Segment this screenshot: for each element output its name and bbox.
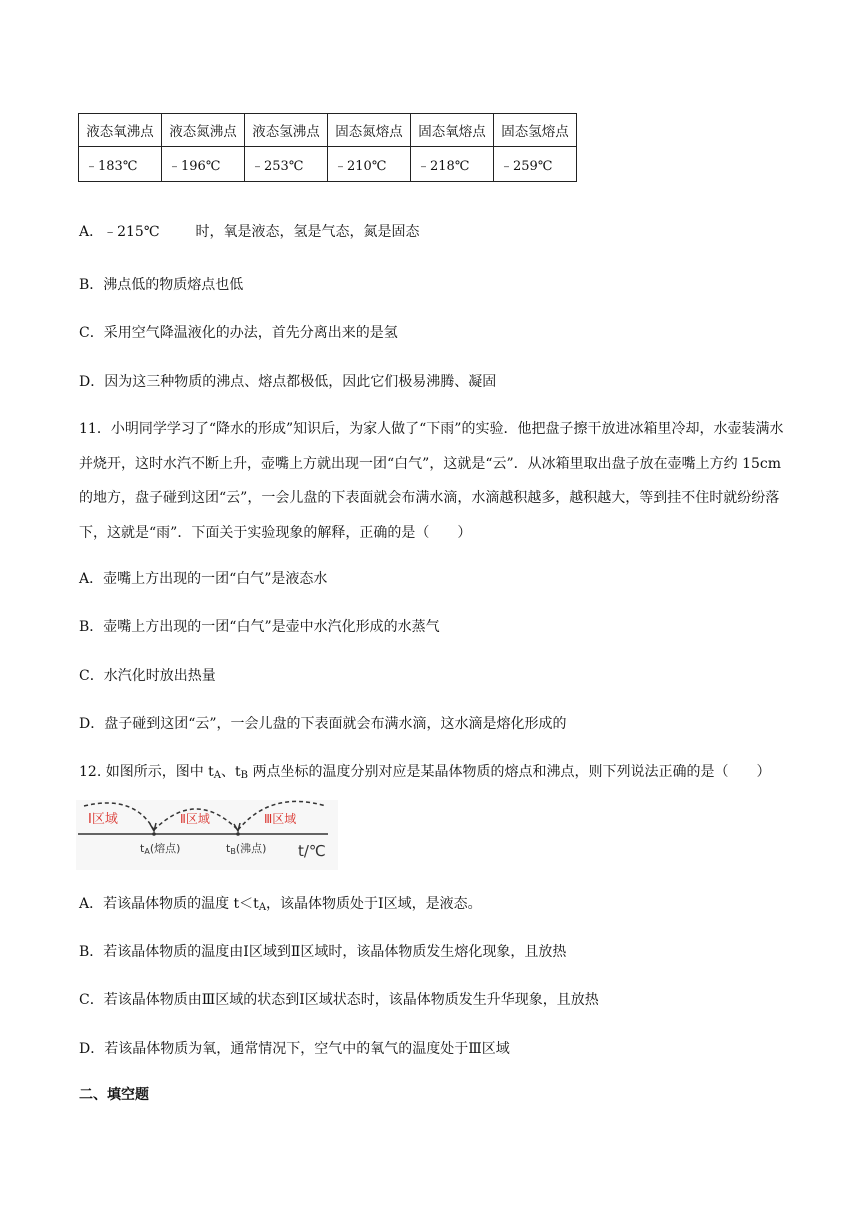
melting-boiling-table <box>78 113 577 182</box>
table-cell: ﹣183℃ <box>79 147 162 182</box>
region2-label: Ⅱ区域 <box>180 812 210 826</box>
q11-option-c: C．水汽化时放出热量 <box>79 668 216 684</box>
ta-label <box>140 840 180 856</box>
q12-option-d: D．若该晶体物质为氧，通常情况下，空气中的氧气的温度处于Ⅲ区域 <box>79 1041 510 1057</box>
ta-note: (熔点) <box>149 842 181 855</box>
table-value-row <box>79 147 577 182</box>
q11-stem: 11．小明同学学习了“降水的形成”知识后，为家人做了“下雨”的实验．他把盘子擦干放进冰箱里冷却，水壶装满水并烧开，这时水汽不断上升，壶嘴上方就出现一团“白气”，这就是“云”．从冰箱里取出盘子放在壶嘴上方约 15cm 的地方，盘子碰到这团“云”，一会儿盘的下表面就会布满水滴，水滴越积越多，越积越大，等到挂不住时就纷纷落下，这就是“雨”．下面关于实验现象的解释，正确的是（ ） <box>79 421 784 541</box>
table-header-cell: 液态氧沸点 <box>79 114 162 147</box>
section-heading: 二、填空题 <box>79 1087 149 1103</box>
q10-option-d: D．因为这三种物质的沸点、熔点都极低，因此它们极易沸腾、凝固 <box>79 374 497 390</box>
q12-option-b: B．若该晶体物质的温度由Ⅰ区域到Ⅱ区域时，该晶体物质发生熔化现象，且放热 <box>79 944 567 960</box>
temperature-region-diagram <box>76 800 338 870</box>
q10-option-a-prefix: A．﹣215℃ <box>79 224 160 240</box>
q12-stem <box>79 762 770 786</box>
q12-stem-sub: A <box>213 770 222 781</box>
tb-subscript: B <box>230 847 236 856</box>
q10-option-b: B．沸点低的物质熔点也低 <box>79 277 244 293</box>
table-header-cell: 液态氮沸点 <box>162 114 245 147</box>
region1-label: Ⅰ区域 <box>88 812 118 827</box>
q12-stem-sub: B <box>240 770 249 781</box>
tb-point <box>236 832 240 836</box>
axis-unit-label: t/℃ <box>298 842 326 860</box>
q10-option-a-text: 时，氧是液态，氢是气态，氮是固态 <box>195 224 420 240</box>
table-header-cell: 固态氧熔点 <box>411 114 494 147</box>
table-cell: ﹣196℃ <box>162 147 245 182</box>
table-header-cell: 固态氢熔点 <box>494 114 577 147</box>
tb-symbol: t <box>226 842 231 855</box>
q12-stem-part: 、t <box>221 764 241 780</box>
q12-option-a <box>79 894 482 918</box>
region3-label: Ⅲ区域 <box>264 812 297 826</box>
table-cell: ﹣210℃ <box>328 147 411 182</box>
ta-point <box>152 832 156 836</box>
table-header-cell: 液态氢沸点 <box>245 114 328 147</box>
q12-option-a-part: ，该晶体物质处于Ⅰ区域，是液态。 <box>266 896 482 912</box>
ta-symbol: t <box>140 842 145 855</box>
q10-option-c: C．采用空气降温液化的办法，首先分离出来的是氢 <box>79 325 398 341</box>
table-header-row <box>79 114 577 147</box>
q10-option-a <box>79 222 420 242</box>
q12-stem-part: 两点坐标的温度分别对应是某晶体物质的熔点和沸点，则下列说法正确的是（ ） <box>248 764 771 780</box>
q12-option-a-part: A．若该晶体物质的温度 t＜t <box>79 896 259 912</box>
table-header-cell: 固态氮熔点 <box>328 114 411 147</box>
q12-option-c: C．若该晶体物质由Ⅲ区域的状态到Ⅰ区域状态时，该晶体物质发生升华现象，且放热 <box>79 992 599 1008</box>
table-cell: ﹣253℃ <box>245 147 328 182</box>
q12-stem-part: 12. 如图所示，图中 t <box>79 764 214 780</box>
table-cell: ﹣218℃ <box>411 147 494 182</box>
q11-option-d: D．盘子碰到这团“云”，一会儿盘的下表面就会布满水滴，这水滴是熔化形成的 <box>79 716 567 732</box>
q11-option-a: A．壶嘴上方出现的一团“白气”是液态水 <box>79 571 328 587</box>
table-cell: ﹣259℃ <box>494 147 577 182</box>
tb-label <box>226 840 266 856</box>
q12-option-a-sub: A <box>258 902 267 913</box>
q11-option-b: B．壶嘴上方出现的一团“白气”是壶中水汽化形成的水蒸气 <box>79 619 440 635</box>
tb-note: (沸点) <box>235 842 267 855</box>
ta-subscript: A <box>144 847 150 856</box>
